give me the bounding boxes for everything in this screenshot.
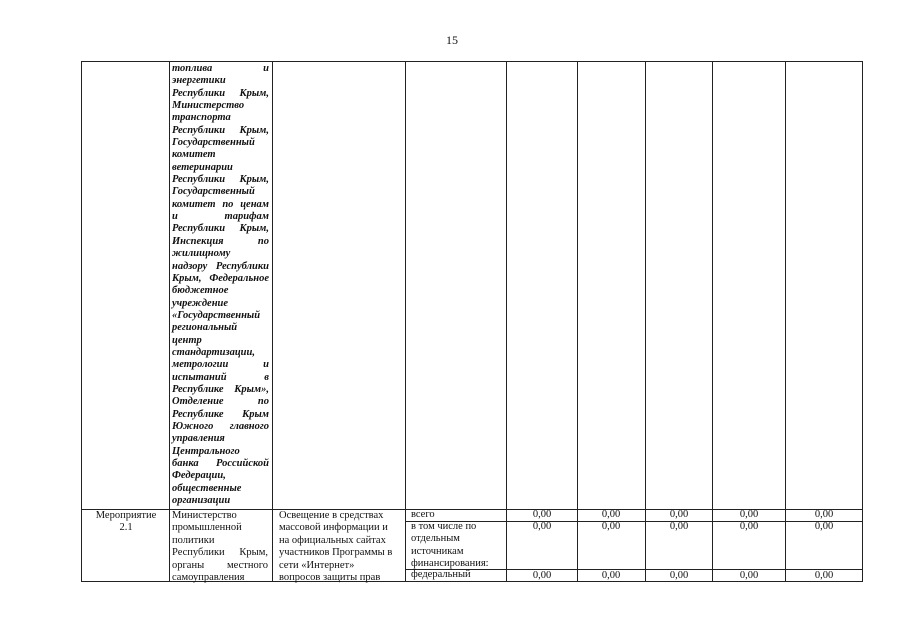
funding-value: 0,00 [669,509,689,520]
description-line: Освещение в средствах [279,510,384,521]
organization-line: комитет по ценам [172,198,269,210]
page-number: 15 [446,33,458,47]
source-line: отдельным [411,533,460,545]
measure-label-line1: Мероприятие [95,510,157,521]
organization-line: Республики Крым, [172,223,269,235]
organization-line: учреждение [172,297,229,309]
description-line: участников Программы в [279,547,393,559]
table-border-top [81,61,863,62]
organization-line: Центрального [172,445,240,457]
organization-line: бюджетное [172,285,229,297]
source-line: всего [411,509,435,520]
funding-value: 0,00 [532,570,552,581]
source-line: источникам [411,545,464,557]
funding-value: 0,00 [669,521,689,532]
funding-value: 0,00 [601,570,621,581]
organization-line: стандартизации, [172,346,255,358]
organization-line: Государственный [172,186,255,198]
column-divider [645,61,646,582]
description-line: сети «Интернет» [279,559,355,571]
organization-line: управления [172,433,225,445]
executor-line: Республики Крым, [172,547,268,559]
description-line: на официальных сайтах [279,534,386,546]
organization-line: Республики Крым, [172,87,269,99]
organization-line: транспорта [172,112,231,124]
organization-line: надзору Республики [172,260,269,272]
measure-number: 2.1 [119,522,133,534]
executor-line: самоуправления [172,572,245,584]
column-divider [577,61,578,582]
organization-line: топлива и [172,63,269,74]
funding-value: 0,00 [532,521,552,532]
organization-line: метрологии и [172,359,269,371]
funding-value: 0,00 [669,570,689,581]
organization-line: Министерство [172,100,245,112]
organization-line: общественные [172,482,242,494]
organization-line: Южного главного [172,420,269,432]
funding-value: 0,00 [601,509,621,520]
table-border-right [862,61,863,582]
source-federal [411,569,505,581]
responsible-organizations-list [172,63,269,507]
executor-line: Министерство [172,510,237,521]
funding-value: 0,00 [739,509,759,520]
organization-line: банка Российской [172,458,269,469]
column-divider [506,61,507,582]
executor-line: органы местного [172,559,268,571]
organization-line: Федерации, [172,470,226,482]
description-line: вопросов защиты прав [279,572,381,584]
source-line: федеральный [411,569,471,580]
column-divider [272,61,273,582]
table-border-left [81,61,82,582]
column-divider [169,61,170,582]
measure-label [85,510,167,535]
organization-line: организации [172,495,231,507]
funding-value: 0,00 [739,521,759,532]
organization-line: жилищному [172,248,231,260]
organization-line: Республике Крым [172,408,269,420]
organization-line: Республики Крым, [172,124,269,136]
funding-value: 0,00 [739,570,759,581]
funding-value: 0,00 [532,509,552,520]
organization-line: энергетики [172,75,226,87]
source-total [411,509,505,521]
organization-line: Республики Крым, [172,174,269,186]
organization-line: «Государственный [172,309,261,321]
financing-table [81,61,863,582]
organization-line: и тарифам [172,211,269,223]
description-line: массовой информации и [279,522,388,534]
funding-value: 0,00 [814,509,834,520]
column-divider [712,61,713,582]
organization-line: Крым, Федеральное [172,272,269,284]
column-divider [785,61,786,582]
funding-value: 0,00 [601,521,621,532]
source-line: в том числе по [411,521,477,532]
organization-line: региональный [172,322,238,334]
source-breakdown [411,521,505,571]
organization-line: Государственный [172,137,255,149]
organization-line: Инспекция по [172,235,269,247]
funding-value: 0,00 [814,570,834,581]
source-line: финансирования: [411,558,489,570]
measure-description [279,510,403,584]
organization-line: ветеринарии [172,161,233,173]
organization-line: испытаний в [172,371,269,383]
organization-line: центр [172,334,202,346]
organization-line: комитет [172,149,216,161]
organization-line: Республике Крым», [172,383,269,395]
funding-value: 0,00 [814,521,834,532]
measure-executors [172,510,268,584]
column-divider [405,61,406,582]
executor-line: политики [172,534,215,546]
organization-line: Отделение по [172,396,269,408]
executor-line: промышленной [172,522,242,534]
